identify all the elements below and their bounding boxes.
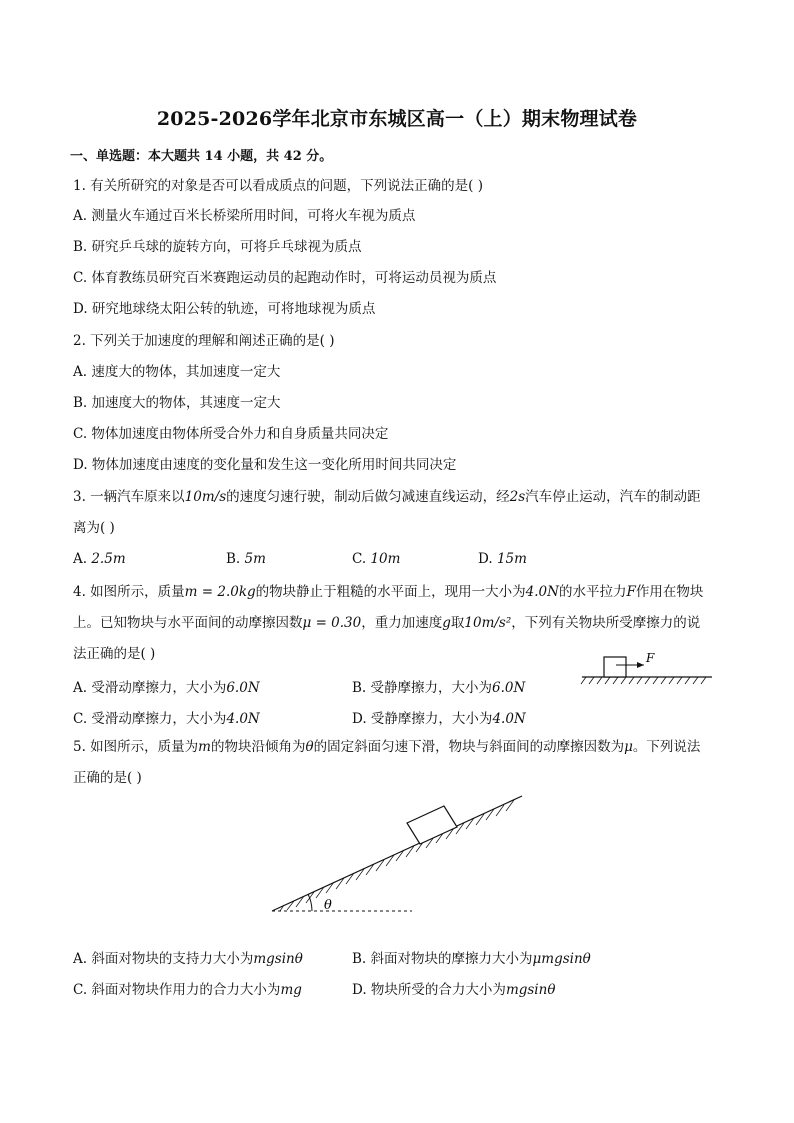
q4-option-c: C. 受滑动摩擦力，大小为4.0N xyxy=(73,711,260,727)
q3-stem-text: 汽车停止运动，汽车的制动距 xyxy=(525,489,701,505)
ground-hatching xyxy=(581,677,706,684)
q1-option-d: D. 研究地球绕太阳公转的轨迹，可将地球视为质点 xyxy=(73,301,376,317)
q5-figure xyxy=(266,790,528,918)
q4-figure xyxy=(578,648,714,690)
q4-force-value: 4.0N xyxy=(525,584,559,600)
q4-gravity-value: 10m/s² xyxy=(464,615,512,631)
section-heading: 一、单选题：本大题共 14 小题，共 42 分。 xyxy=(70,149,333,164)
q1-stem: 1. 有关所研究的对象是否可以看成质点的问题，下列说法正确的是( ) xyxy=(73,178,483,194)
q3-option-c: C. 10m xyxy=(352,551,401,567)
q3-stem-line2: 离为( ) xyxy=(73,520,115,536)
q1-option-a: A. 测量火车通过百米长桥梁所用时间，可将火车视为质点 xyxy=(73,208,416,224)
force-label: F xyxy=(646,651,655,665)
q5-stem-line1: 5. 如图所示，质量为m的物块沿倾角为θ的固定斜面匀速下滑，物块与斜面间的动摩擦因数为μ。下列说法 xyxy=(73,739,701,755)
angle-arc xyxy=(308,894,312,911)
q3-option-a: A. 2.5m xyxy=(73,551,126,567)
q4-option-d: D. 受静摩擦力，大小为4.0N xyxy=(352,711,526,727)
arrowhead-icon xyxy=(637,662,644,668)
q5-option-d: D. 物块所受的合力大小为mgsinθ xyxy=(352,982,556,998)
q5-option-c: C. 斜面对物块作用力的合力大小为mg xyxy=(73,982,302,998)
q5-stem-line2: 正确的是( ) xyxy=(73,770,142,786)
q2-stem: 2. 下列关于加速度的理解和阐述正确的是( ) xyxy=(73,333,335,349)
block-on-incline xyxy=(407,806,457,844)
q2-option-b: B. 加速度大的物体，其速度一定大 xyxy=(73,395,281,411)
q4-friction-coefficient: μ = 0.30 xyxy=(302,615,362,631)
q1-option-b: B. 研究乒乓球的旋转方向，可将乒乓球视为质点 xyxy=(73,239,362,255)
q3-option-d-value: 15m xyxy=(496,551,527,567)
block xyxy=(604,657,626,677)
q3-stem-line1 xyxy=(73,488,701,506)
q3-speed: 10m/s xyxy=(184,489,227,505)
q4-stem-line1: 4. 如图所示，质量m = 2.0kg的物块静止于粗糙的水平面上，现用一大小为4.0N的水平拉力F作用在物块 xyxy=(73,584,704,600)
q3-option-c-value: 10m xyxy=(370,551,401,567)
q5-option-b: B. 斜面对物块的摩擦力大小为μmgsinθ xyxy=(352,951,591,967)
q3-option-b: B. 5m xyxy=(226,551,266,567)
q3-stem-text: 的速度匀速行驶，制动后做匀减速直线运动，经 xyxy=(226,489,510,505)
q3-option-b-value: 5m xyxy=(244,551,266,567)
q4-option-a: A. 受滑动摩擦力，大小为6.0N xyxy=(73,680,260,696)
incline-surface xyxy=(272,796,522,911)
q3-option-d: D. 15m xyxy=(478,551,527,567)
q2-option-d: D. 物体加速度由速度的变化量和发生这一变化所用时间共同决定 xyxy=(73,457,457,473)
exam-title: 2025-2026学年北京市东城区高一（上）期末物理试卷 xyxy=(156,108,638,130)
q4-stem-line2: 上。已知物块与水平面间的动摩擦因数μ = 0.30，重力加速度g取10m/s²，下列有关物块所受摩擦力的说 xyxy=(73,615,701,631)
q5-option-a: A. 斜面对物块的支持力大小为mgsinθ xyxy=(73,951,303,967)
q2-option-a: A. 速度大的物体，其加速度一定大 xyxy=(73,364,281,380)
q4-option-b: B. 受静摩擦力，大小为6.0N xyxy=(352,680,526,696)
q4-force-symbol: F xyxy=(626,584,636,600)
q4-mass: m = 2.0kg xyxy=(184,584,256,600)
q2-option-c: C. 物体加速度由物体所受合外力和自身质量共同决定 xyxy=(73,426,389,442)
incline-hatching xyxy=(280,800,514,911)
q4-gravity-symbol: g xyxy=(442,615,451,631)
q4-stem-line3: 法正确的是( ) xyxy=(73,646,156,662)
q1-option-c: C. 体育教练员研究百米赛跑运动员的起跑动作时，可将运动员视为质点 xyxy=(73,270,497,286)
q3-time: 2s xyxy=(509,489,526,505)
angle-label: θ xyxy=(324,898,332,913)
q3-stem-text: 3. 一辆汽车原来以 xyxy=(73,489,185,505)
q3-option-a-value: 2.5m xyxy=(91,551,126,567)
